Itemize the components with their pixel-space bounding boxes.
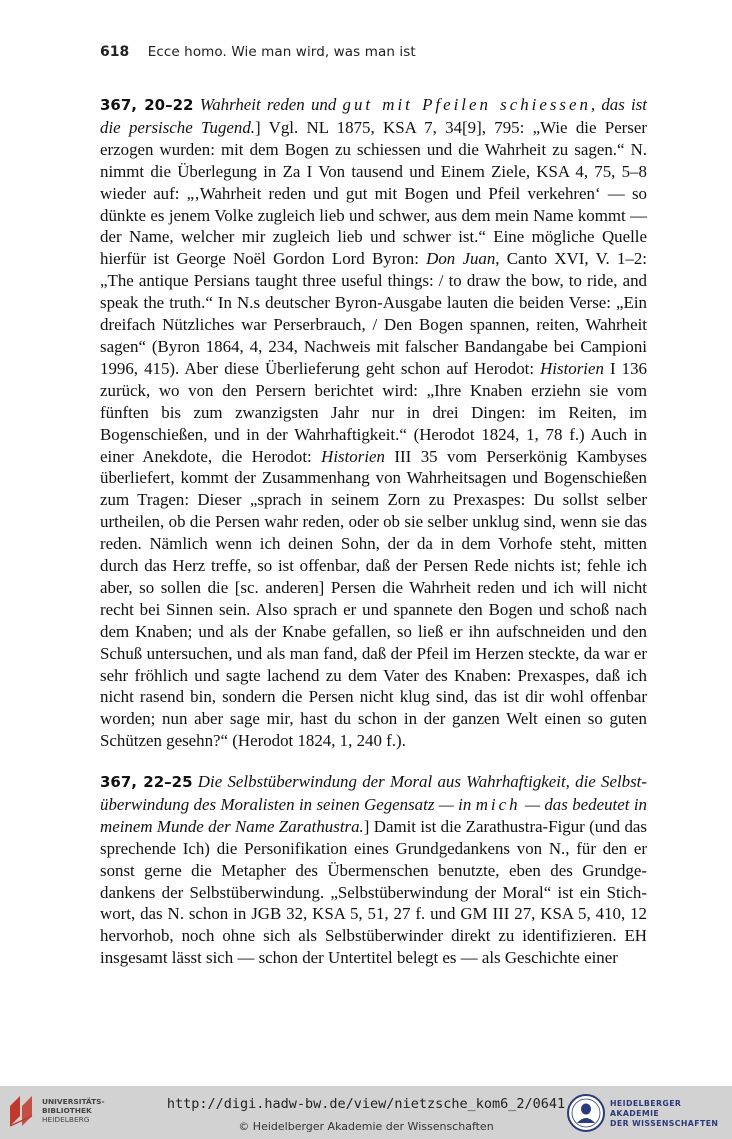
academy-logo[interactable] <box>566 1093 726 1135</box>
copyright-notice: © Heidelberger Akademie der Wissenschaften <box>238 1120 494 1133</box>
library-name-line: BIBLIOTHEK <box>42 1106 92 1115</box>
lemma-spaced: gut mit Pfeilen schiessen <box>342 95 591 114</box>
library-name-line: HEIDELBERG <box>42 1115 90 1124</box>
line-reference: 367, 22–25 <box>100 773 193 791</box>
academy-name-line: DER WISSENSCHAFTEN <box>610 1119 719 1128</box>
page-header <box>100 44 660 64</box>
lemma-part: Die Selbstüberwindung der Moral aus Wahrhaftigkeit, die Selbstüberwindung des Moralisten in seinen Gegensatz — in <box>100 772 647 814</box>
lemma-spaced: mich <box>475 794 521 814</box>
permalink-url[interactable]: http://digi.hadw-bw.de/view/nietzsche_kom6_2/0641 <box>166 1096 566 1112</box>
academy-name <box>610 1099 726 1129</box>
page-number: 618 <box>100 44 130 60</box>
commentary-entry-1 <box>100 94 647 752</box>
lemma-part: , das ist die persische Tugend. <box>100 95 647 137</box>
academy-seal-icon <box>566 1093 606 1133</box>
work-title: Don Juan <box>426 249 496 269</box>
commentary-text: I 136 zurück, wo von den Persern berichtet wird: „Ihre Knaben erziehn sie vom fünften bis zum zwanzigsten Jahr nur in drei Dingen: im Reiten, im Bogenschießen, und in der Wahrhaftigkeit.“ (Herodot 1824, 1, 78 f.) Auch in einer Anekdote, die Herodot: <box>100 358 648 466</box>
work-title: Historien <box>540 358 604 378</box>
footer-bar <box>0 1086 732 1139</box>
entry-paragraph <box>100 771 647 969</box>
work-title: Historien <box>321 446 385 466</box>
academy-name-line: HEIDELBERGER AKADEMIE <box>610 1099 682 1118</box>
commentary-entry-2 <box>100 771 647 969</box>
running-title: Ecce homo. Wie man wird, was man ist <box>147 44 416 60</box>
commentary-text: ] Damit ist die Zarathustra-Figur (und das sprechende Ich) die Personifikation eines Grundgedankens von N., für den er sonst gerne die Metapher des Übermenschen benutzte, eben des Grundgedankens der Selbstüberwindung. „Selbstüberwindung der Moral“ ist ein Stichwort, das N. schon in JGB 32, KSA 5, 51, 27 f. und GM III 27, KSA 5, 410, 12 hervorhob, noch ohne sich als Selbstüberwinder direkt zu identifizieren. EH insgesamt lässt sich — schon der Untertitel belegt es — als Geschichte einer <box>100 816 647 968</box>
commentary-text: , Canto XVI, V. 1–2: „The antique Persians taught three useful things: / to draw the bow, to ride, and speak the truth.“ In N.s deutscher Byron-Ausgabe lauten die beiden Verse: „Ein dreifach Nützliches war Perserbrauch, / Den Bogen spannen, reiten, Wahrheit sagen“ (Byron 1864, 4, 234, Nachweis mit falscher Bandangabe bei Campioni 1996, 415). Aber diese Überlieferung geht schon auf Herodot: <box>100 249 648 378</box>
lemma-part: — das bedeutet in meinem Munde der Name Zarathustra. <box>100 794 647 836</box>
line-reference: 367, 20–22 <box>100 96 194 114</box>
entry-paragraph <box>100 94 647 752</box>
commentary-text: ] Vgl. NL 1875, KSA 7, 34[9], 795: „Wie die Perser erzogen wurden: mit dem Bogen zu schiessen und die Wahrheit zu sagen.“ N. nimmt die Überlegung in Za I Von tausend und Einem Ziele, KSA 4, 75, 5–8 wieder auf: „‚Wahrheit reden und gut mit Bogen und Pfeil verkehren‘ — so dünkte es jenem Volke zugleich lieb und schwer, aus dem mein Name kommt — der Name, welcher mir zugleich lieb und schwer ist.“ Eine mögliche Quelle hierfür ist George Noël Gordon Lord Byron: <box>100 117 648 269</box>
library-name-line: UNIVERSITÄTS- <box>42 1097 105 1106</box>
lemma-part: Wahrheit reden und <box>199 95 337 114</box>
commentary-text: III 35 vom Perserkönig Kambyses überliefert, kommt der Zusammenhang von Wahrheitsagen und Bogenschießen zum Tragen: Dieser „sprach in seinem Zorn zu Prexaspes: Du sollst selber urtheilen, ob die Persen wahr reden, oder ob sie selber unklug sind, wenn sie das reden. Nämlich wenn ich deinen Sohn, der da in dem Vorhofe steht, mitten durch das Herz treffe, so ist offenbar, daß der Persen Rede nichts ist; fehle ich aber, so sollen die [sc. anderen] Persen die Wahrheit reden und ich will nicht recht bei Sinnen sein. Also sprach er und spannete den Bogen und schoß nach dem Knaben; und als der Knabe gefallen, so ließ er ihn aufschneiden und den Schuß untersuchen, und als man fand, daß der Pfeil im Herzen steckte, da war er sehr fröhlich und sagte lachend zu dem Vater des Knaben: Prexaspes, daß ich nicht rasend bin, sondern die Persen nicht klug sind, das ist dir wohl offenbar worden; nun aber sage mir, hast du schon in der ganzen Welt einen so guten Schützen gesehn?“ (Herodot 1824, 1, 240 f.). <box>100 446 647 751</box>
